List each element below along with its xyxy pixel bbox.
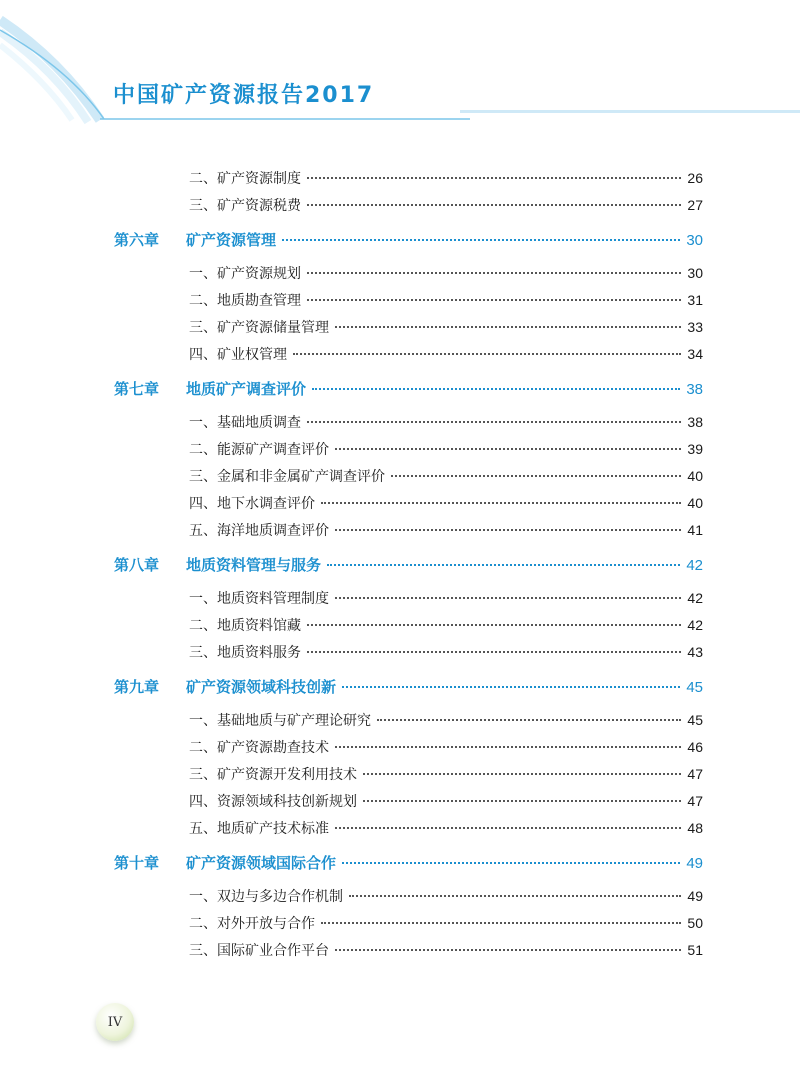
- toc-section-row[interactable]: [189, 615, 703, 641]
- section-title: 三、矿产资源开发利用技术: [189, 767, 357, 783]
- dot-leader: [335, 745, 681, 748]
- toc-section-row[interactable]: [189, 520, 703, 546]
- toc-chapter-row[interactable]: [114, 378, 703, 404]
- section-title: 三、金属和非金属矿产调查评价: [189, 469, 385, 485]
- page-ref: 26: [687, 170, 703, 186]
- toc-section-row[interactable]: [189, 195, 703, 221]
- chapter-title: 地质矿产调查评价: [186, 380, 307, 398]
- toc-section-row[interactable]: [189, 317, 703, 343]
- dot-leader: [391, 474, 681, 477]
- page-ref: 30: [687, 265, 703, 281]
- page-ref: 49: [687, 888, 703, 904]
- toc-section-row[interactable]: [189, 290, 703, 316]
- toc-section-row[interactable]: [189, 737, 703, 763]
- dot-leader: [307, 650, 681, 653]
- page-ref: 45: [687, 712, 703, 728]
- dot-leader: [363, 772, 681, 775]
- dot-leader: [335, 325, 681, 328]
- page-ref: 38: [686, 381, 703, 398]
- chapter-number: 第七章: [114, 380, 160, 398]
- section-title: 三、地质资料服务: [189, 645, 301, 661]
- section-title: 二、地质资料馆藏: [189, 618, 301, 634]
- page-ref: 41: [687, 522, 703, 538]
- page-ref: 43: [687, 644, 703, 660]
- dot-leader: [307, 176, 681, 179]
- dot-leader: [342, 861, 680, 864]
- toc-section-row[interactable]: [189, 412, 703, 438]
- chapter-number: 第六章: [114, 231, 160, 249]
- chapter-title: 矿产资源管理: [186, 231, 277, 249]
- toc-section-row[interactable]: [189, 764, 703, 790]
- dot-leader: [321, 921, 681, 924]
- dot-leader: [312, 387, 680, 390]
- page-ref: 45: [686, 679, 703, 696]
- section-title: 四、资源领域科技创新规划: [189, 794, 357, 810]
- chapter-title: 矿产资源领域国际合作: [186, 854, 337, 872]
- section-title: 一、基础地质调查: [189, 415, 301, 431]
- toc-section-row[interactable]: [189, 818, 703, 844]
- toc-section-row[interactable]: [189, 913, 703, 939]
- page-ref: 40: [687, 495, 703, 511]
- page-ref: 27: [687, 197, 703, 213]
- section-title: 一、基础地质与矿产理论研究: [189, 713, 371, 729]
- dot-leader: [307, 623, 681, 626]
- page-ref: 34: [687, 346, 703, 362]
- page-ref: 48: [687, 820, 703, 836]
- dot-leader: [335, 826, 681, 829]
- dot-leader: [307, 203, 681, 206]
- toc-section-row[interactable]: [189, 791, 703, 817]
- page-ref: 50: [687, 915, 703, 931]
- dot-leader: [321, 501, 681, 504]
- chapter-title: 地质资料管理与服务: [186, 556, 322, 574]
- page-number-badge: [96, 1003, 134, 1041]
- toc-section-row[interactable]: [189, 588, 703, 614]
- section-title: 一、矿产资源规划: [189, 266, 301, 282]
- toc-section-row[interactable]: [189, 710, 703, 736]
- page-number: IV: [107, 1014, 123, 1030]
- toc-section-row[interactable]: [189, 642, 703, 668]
- page-ref: 47: [687, 766, 703, 782]
- section-title: 二、对外开放与合作: [189, 916, 315, 932]
- toc-section-row[interactable]: [189, 168, 703, 194]
- section-title: 三、矿产资源储量管理: [189, 320, 329, 336]
- dot-leader: [335, 528, 681, 531]
- chapter-number: 第九章: [114, 678, 160, 696]
- toc-section-row[interactable]: [189, 493, 703, 519]
- chapter-number: 第十章: [114, 854, 160, 872]
- page-ref: 38: [687, 414, 703, 430]
- section-title: 三、国际矿业合作平台: [189, 943, 329, 959]
- page-ref: 46: [687, 739, 703, 755]
- section-title: 二、矿产资源勘查技术: [189, 740, 329, 756]
- chapter-title: 矿产资源领域科技创新: [186, 678, 337, 696]
- dot-leader: [335, 596, 681, 599]
- dot-leader: [293, 352, 681, 355]
- section-title: 二、矿产资源制度: [189, 171, 301, 187]
- toc-section-row[interactable]: [189, 886, 703, 912]
- dot-leader: [307, 298, 681, 301]
- dot-leader: [363, 799, 681, 802]
- section-title: 一、地质资料管理制度: [189, 591, 329, 607]
- section-title: 四、地下水调查评价: [189, 496, 315, 512]
- toc-chapter-row[interactable]: [114, 676, 703, 702]
- toc-section-row[interactable]: [189, 439, 703, 465]
- toc-section-row[interactable]: [189, 344, 703, 370]
- dot-leader: [307, 420, 681, 423]
- section-title: 二、能源矿产调查评价: [189, 442, 329, 458]
- page-ref: 33: [687, 319, 703, 335]
- toc-section-row[interactable]: [189, 263, 703, 289]
- chapter-number: 第八章: [114, 556, 160, 574]
- toc-chapter-row[interactable]: [114, 852, 703, 878]
- page-ref: 31: [687, 292, 703, 308]
- page-ref: 30: [686, 232, 703, 249]
- section-title: 三、矿产资源税费: [189, 198, 301, 214]
- dot-leader: [282, 238, 680, 241]
- dot-leader: [307, 271, 681, 274]
- page-ref: 42: [686, 557, 703, 574]
- page-ref: 39: [687, 441, 703, 457]
- dot-leader: [335, 948, 681, 951]
- report-title: 中国矿产资源报告2017: [113, 83, 375, 108]
- dot-leader: [342, 685, 680, 688]
- page-ref: 51: [687, 942, 703, 958]
- dot-leader: [377, 718, 681, 721]
- page-ref: 42: [687, 590, 703, 606]
- page-ref: 42: [687, 617, 703, 633]
- dot-leader: [335, 447, 681, 450]
- section-title: 四、矿业权管理: [189, 347, 287, 363]
- page-ref: 49: [686, 855, 703, 872]
- toc-section-row[interactable]: [189, 940, 703, 966]
- toc-section-row[interactable]: [189, 466, 703, 492]
- dot-leader: [349, 894, 681, 897]
- page-ref: 47: [687, 793, 703, 809]
- section-title: 二、地质勘查管理: [189, 293, 301, 309]
- dot-leader: [327, 563, 680, 566]
- page-ref: 40: [687, 468, 703, 484]
- toc-chapter-row[interactable]: [114, 229, 703, 255]
- section-title: 五、地质矿产技术标准: [189, 821, 329, 837]
- toc-chapter-row[interactable]: [114, 554, 703, 580]
- section-title: 一、双边与多边合作机制: [189, 889, 343, 905]
- section-title: 五、海洋地质调查评价: [189, 523, 329, 539]
